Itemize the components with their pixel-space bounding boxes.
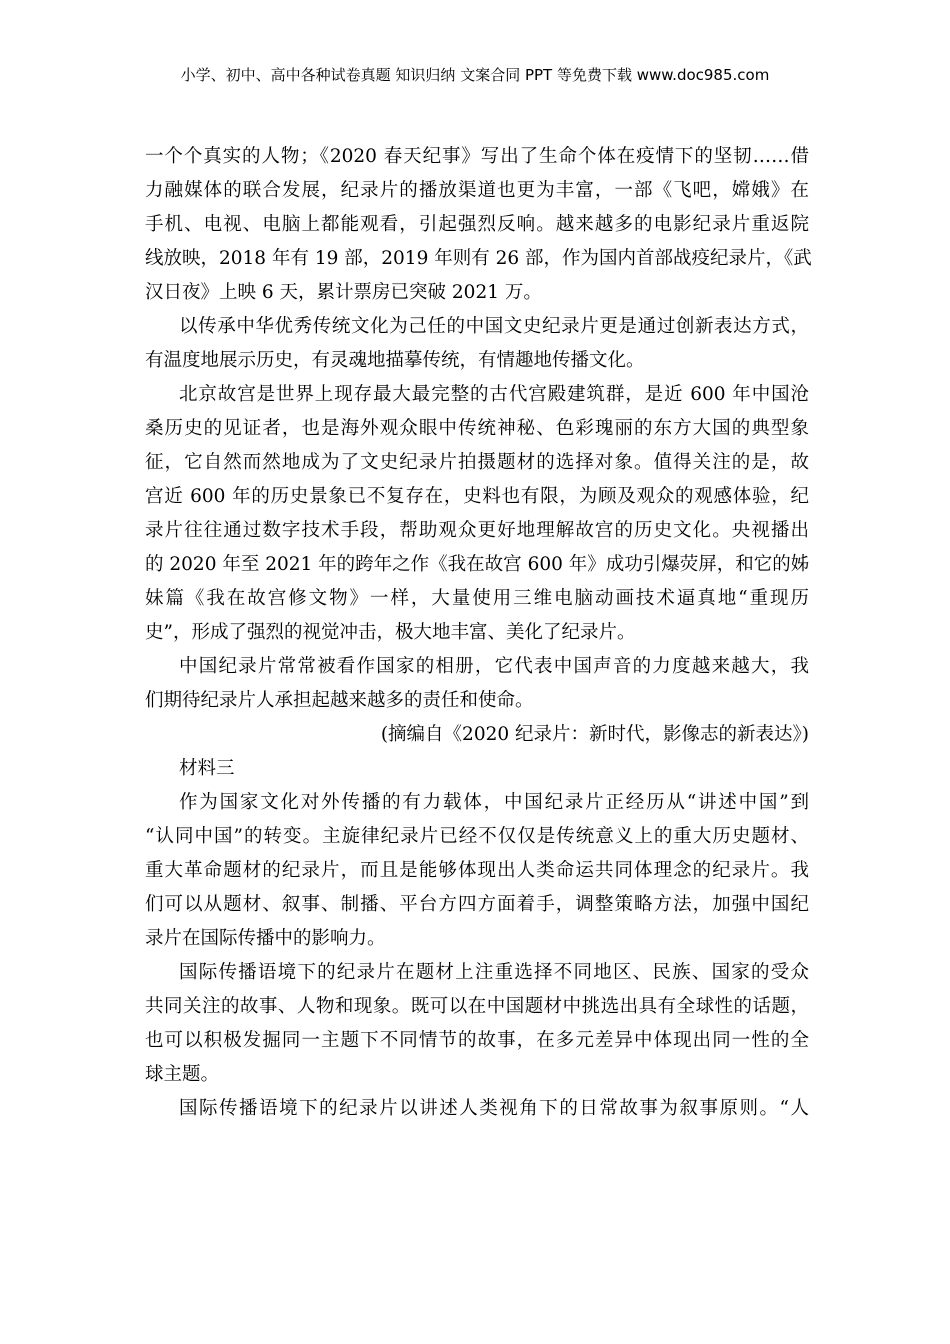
paragraph: [145, 956, 809, 1092]
text-line: 中国纪录片常常被看作国家的相册，它代表中国声音的力度越来越大，我: [179, 656, 809, 677]
text-line: “认同中国”的转变。主旋律纪录片已经不仅仅是传统意义上的重大历史题材、: [145, 826, 809, 847]
text-line: 也可以积极发掘同一主题下不同情节的故事，在多元差异中体现出同一性的全: [145, 1030, 809, 1051]
paragraph: [145, 310, 809, 378]
text-line: 汉日夜》上映 6 天，累计票房已突破 2021 万。: [145, 282, 542, 303]
text-line: 共同关注的故事、人物和现象。既可以在中国题材中挑选出具有全球性的话题，: [145, 996, 809, 1017]
section-title: 材料三: [179, 758, 235, 779]
text-line: 球主题。: [145, 1064, 220, 1085]
text-line: 一个个真实的人物；《2020 春天纪事》写出了生命个体在疫情下的坚韧……借: [145, 146, 809, 167]
text-line: 的 2020 年至 2021 年的跨年之作《我在故宫 600 年》成功引爆荧屏，和它的姊: [145, 554, 810, 575]
text-line: 有温度地展示历史，有灵魂地描摹传统，有情趣地传播文化。: [145, 350, 645, 371]
text-line: 们可以从题材、叙事、制播、平台方四方面着手，调整策略方法，加强中国纪: [145, 894, 809, 915]
text-line: 重大革命题材的纪录片，而且是能够体现出人类命运共同体理念的纪录片。我: [145, 860, 809, 881]
text-line: 录片往往通过数字技术手段，帮助观众更好地理解故宫的历史文化。央视播出: [145, 520, 809, 541]
paragraph: [145, 786, 809, 956]
paragraph: [145, 1092, 809, 1126]
text-line: 作为国家文化对外传播的有力载体，中国纪录片正经历从“讲述中国”到: [179, 792, 809, 813]
text-line: 宫近 600 年的历史景象已不复存在，史料也有限，为顾及观众的观感体验，纪: [145, 486, 809, 507]
text-line: 们期待纪录片人承担起越来越多的责任和使命。: [145, 690, 534, 711]
paragraph: [145, 378, 809, 650]
text-line: 以传承中华优秀传统文化为己任的中国文史纪录片更是通过创新表达方式，: [179, 316, 809, 337]
paragraph: [145, 140, 812, 310]
text-line: 手机、电视、电脑上都能观看，引起强烈反响。越来越多的电影纪录片重返院: [145, 214, 809, 235]
page-header: 小学、初中、高中各种试卷真题 知识归纳 文案合同 PPT 等免费下载 www.doc985.com: [180, 66, 770, 84]
paragraph: [145, 650, 809, 718]
text-line: 征，它自然而然地成为了文史纪录片拍摄题材的选择对象。值得关注的是，故: [145, 452, 809, 473]
text-line: 史”，形成了强烈的视觉冲击，极大地丰富、美化了纪录片。: [145, 622, 636, 643]
text-line: 妹篇《我在故宫修文物》一样，大量使用三维电脑动画技术逼真地“重现历: [145, 588, 809, 609]
text-line: 国际传播语境下的纪录片在题材上注重选择不同地区、民族、国家的受众: [179, 962, 809, 983]
text-line: 力融媒体的联合发展，纪录片的播放渠道也更为丰富，一部《飞吧，嫦娥》在: [145, 180, 809, 201]
text-line: 桑历史的见证者，也是海外观众眼中传统神秘、色彩瑰丽的东方大国的典型象: [145, 418, 809, 439]
source-citation: (摘编自《2020 纪录片：新时代，影像志的新表达》): [380, 724, 809, 745]
text-line: 北京故宫是世界上现存最大最完整的古代宫殿建筑群，是近 600 年中国沧: [179, 384, 809, 405]
text-line: 录片在国际传播中的影响力。: [145, 928, 386, 949]
text-line: 国际传播语境下的纪录片以讲述人类视角下的日常故事为叙事原则。“人: [179, 1098, 809, 1119]
document-body: [145, 140, 812, 1126]
text-line: 线放映，2018 年有 19 部，2019 年则有 26 部，作为国内首部战疫纪录片，《武: [145, 248, 812, 269]
